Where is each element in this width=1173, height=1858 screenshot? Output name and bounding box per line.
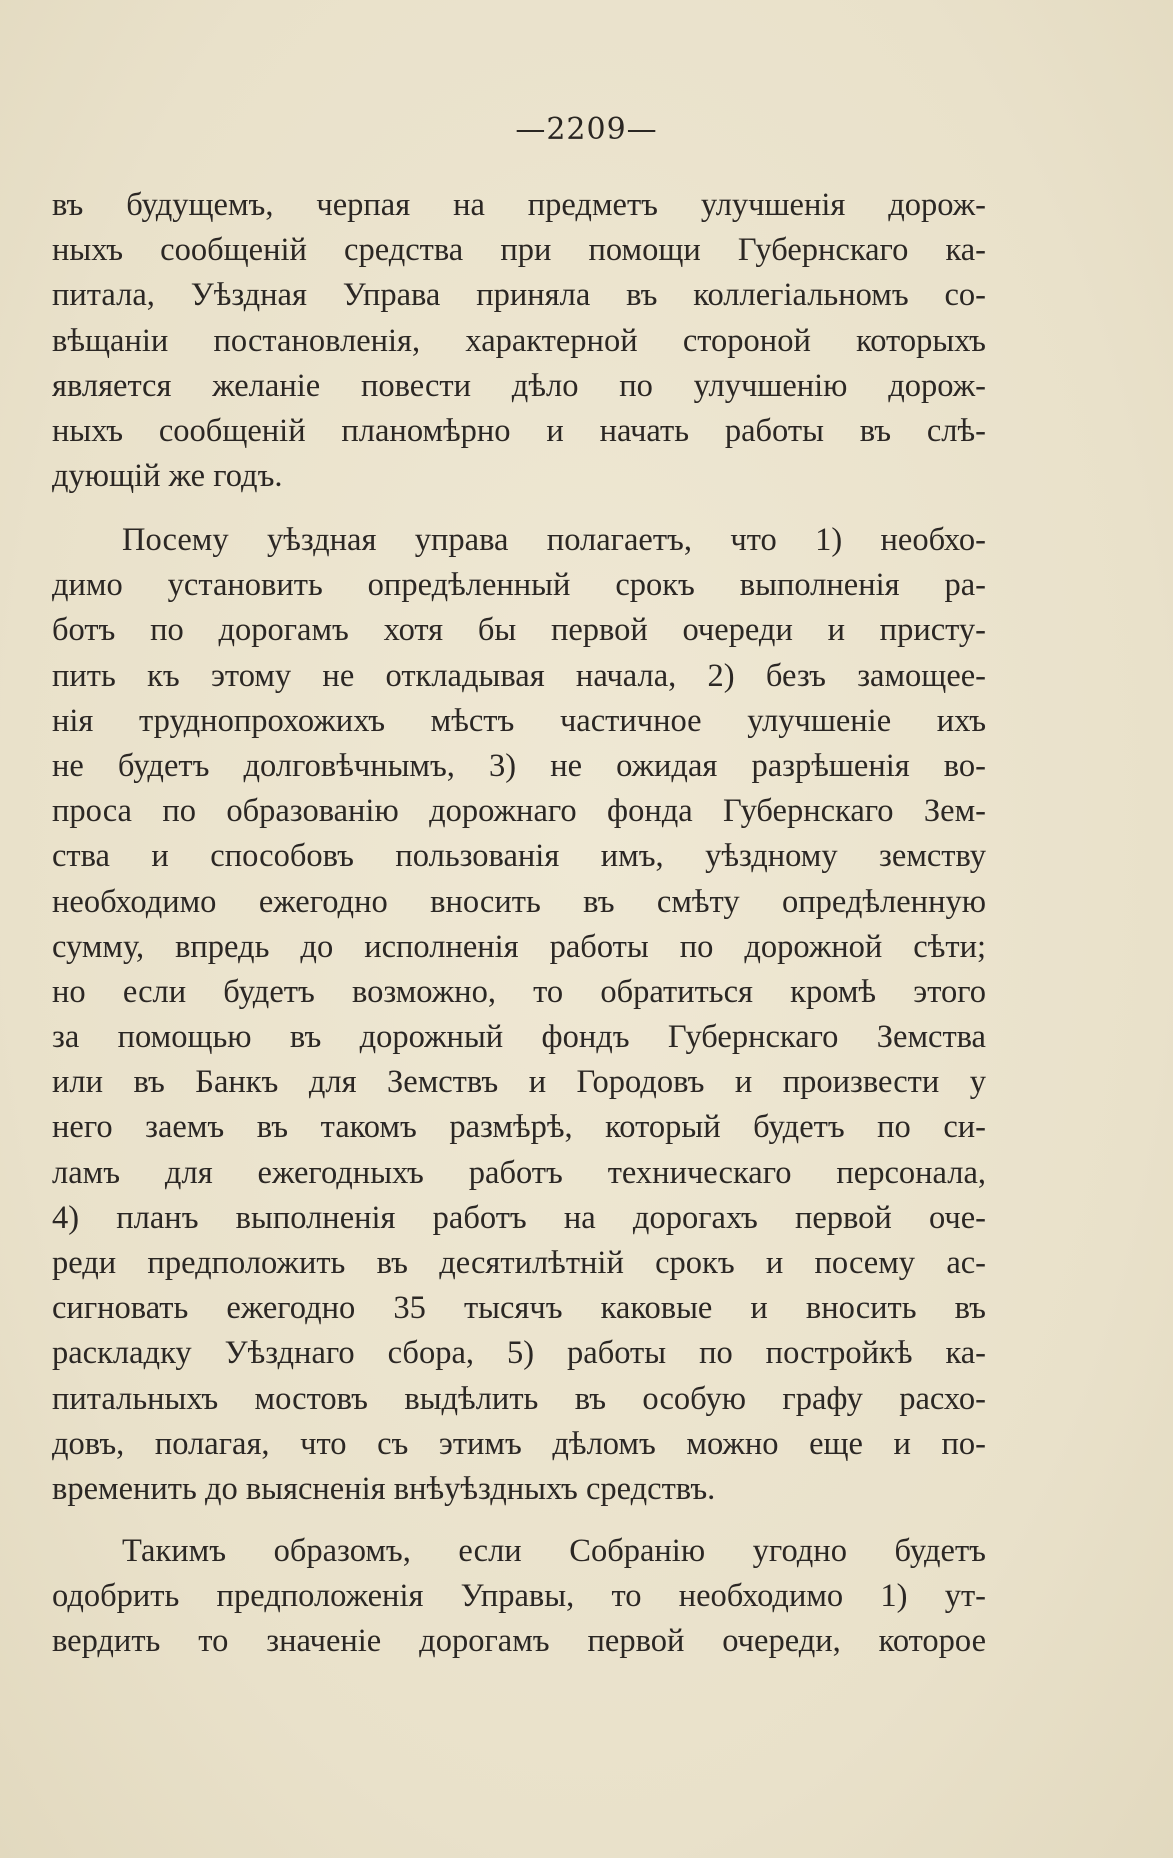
- text-line: сигновать ежегодно 35 тысячъ каковые и вносить въ: [52, 1290, 986, 1327]
- text-line: временить до выясненія внѣуѣздныхъ средствъ.: [52, 1470, 716, 1507]
- text-line: является желаніе повести дѣло по улучшенію дорож-: [52, 367, 986, 404]
- text-line: ботъ по дорогамъ хотя бы первой очереди и присту-: [52, 612, 986, 649]
- text-line: Такимъ образомъ, если Собранію угодно будетъ: [122, 1533, 986, 1569]
- text-line: него заемъ въ такомъ размѣрѣ, который будетъ по си-: [52, 1109, 986, 1146]
- text-line: необходимо ежегодно вносить въ смѣту опредѣленную: [52, 883, 986, 920]
- text-line: ныхъ сообщеній планомѣрно и начать работы въ слѣ-: [52, 412, 986, 449]
- paragraph-3: [52, 1529, 986, 1665]
- text-line: Посему уѣздная управа полагаетъ, что 1) необхо-: [122, 522, 986, 558]
- text-line: пить къ этому не откладывая начала, 2) безъ замощеe-: [52, 657, 986, 694]
- text-line: или въ Банкъ для Земствъ и Городовъ и произвести у: [52, 1064, 986, 1101]
- text-line: димо установить опредѣленный срокъ выполненія ра-: [52, 567, 986, 604]
- text-line: ства и способовъ пользованія имъ, уѣздному земству: [52, 838, 986, 875]
- text-line: реди предположить въ десятилѣтній срокъ и посему ас-: [52, 1245, 986, 1281]
- paragraph-2: [52, 518, 986, 1512]
- text-line: вердить то значеніе дорогамъ первой очереди, которое: [52, 1623, 986, 1660]
- text-line: ныхъ сообщеній средства при помощи Губернскаго ка-: [52, 232, 986, 269]
- text-line: 4) планъ выполненія работъ на дорогахъ первой оче-: [52, 1199, 986, 1236]
- text-line: сумму, впредь до исполненія работы по дорожной сѣти;: [52, 928, 986, 965]
- text-line: дующій же годъ.: [52, 458, 283, 495]
- text-line: ламъ для ежегодныхъ работъ техническаго персонала,: [52, 1154, 986, 1191]
- text-line: не будетъ долговѣчнымъ, 3) не ожидая разрѣшенія во-: [52, 747, 986, 784]
- text-line: проса по образованію дорожнаго фонда Губернскаго Зем-: [52, 793, 986, 830]
- text-line: въ будущемъ, черпая на предметъ улучшенія дорож-: [52, 187, 986, 223]
- paragraph-1: [52, 183, 986, 499]
- text-line: питала, Уѣздная Управа приняла въ коллегіальномъ со-: [52, 277, 986, 314]
- text-line: но если будетъ возможно, то обратиться кромѣ этого: [52, 973, 986, 1010]
- text-line: довъ, полагая, что съ этимъ дѣломъ можно еще и по-: [52, 1425, 986, 1462]
- text-line: питальныхъ мостовъ выдѣлить въ особую графу расхо-: [52, 1380, 986, 1417]
- text-line: одобрить предположенія Управы, то необходимо 1) ут-: [52, 1578, 986, 1615]
- page-number: —2209—: [515, 112, 658, 147]
- text-line: раскладку Уѣзднаго сбора, 5) работы по постройкѣ ка-: [52, 1335, 986, 1372]
- text-line: за помощью въ дорожный фондъ Губернскаго Земства: [52, 1019, 986, 1056]
- text-line: вѣщаніи постановленія, характерной стороной которыхъ: [52, 322, 986, 359]
- text-line: нія труднопрохожихъ мѣстъ частичное улучшеніе ихъ: [52, 702, 986, 739]
